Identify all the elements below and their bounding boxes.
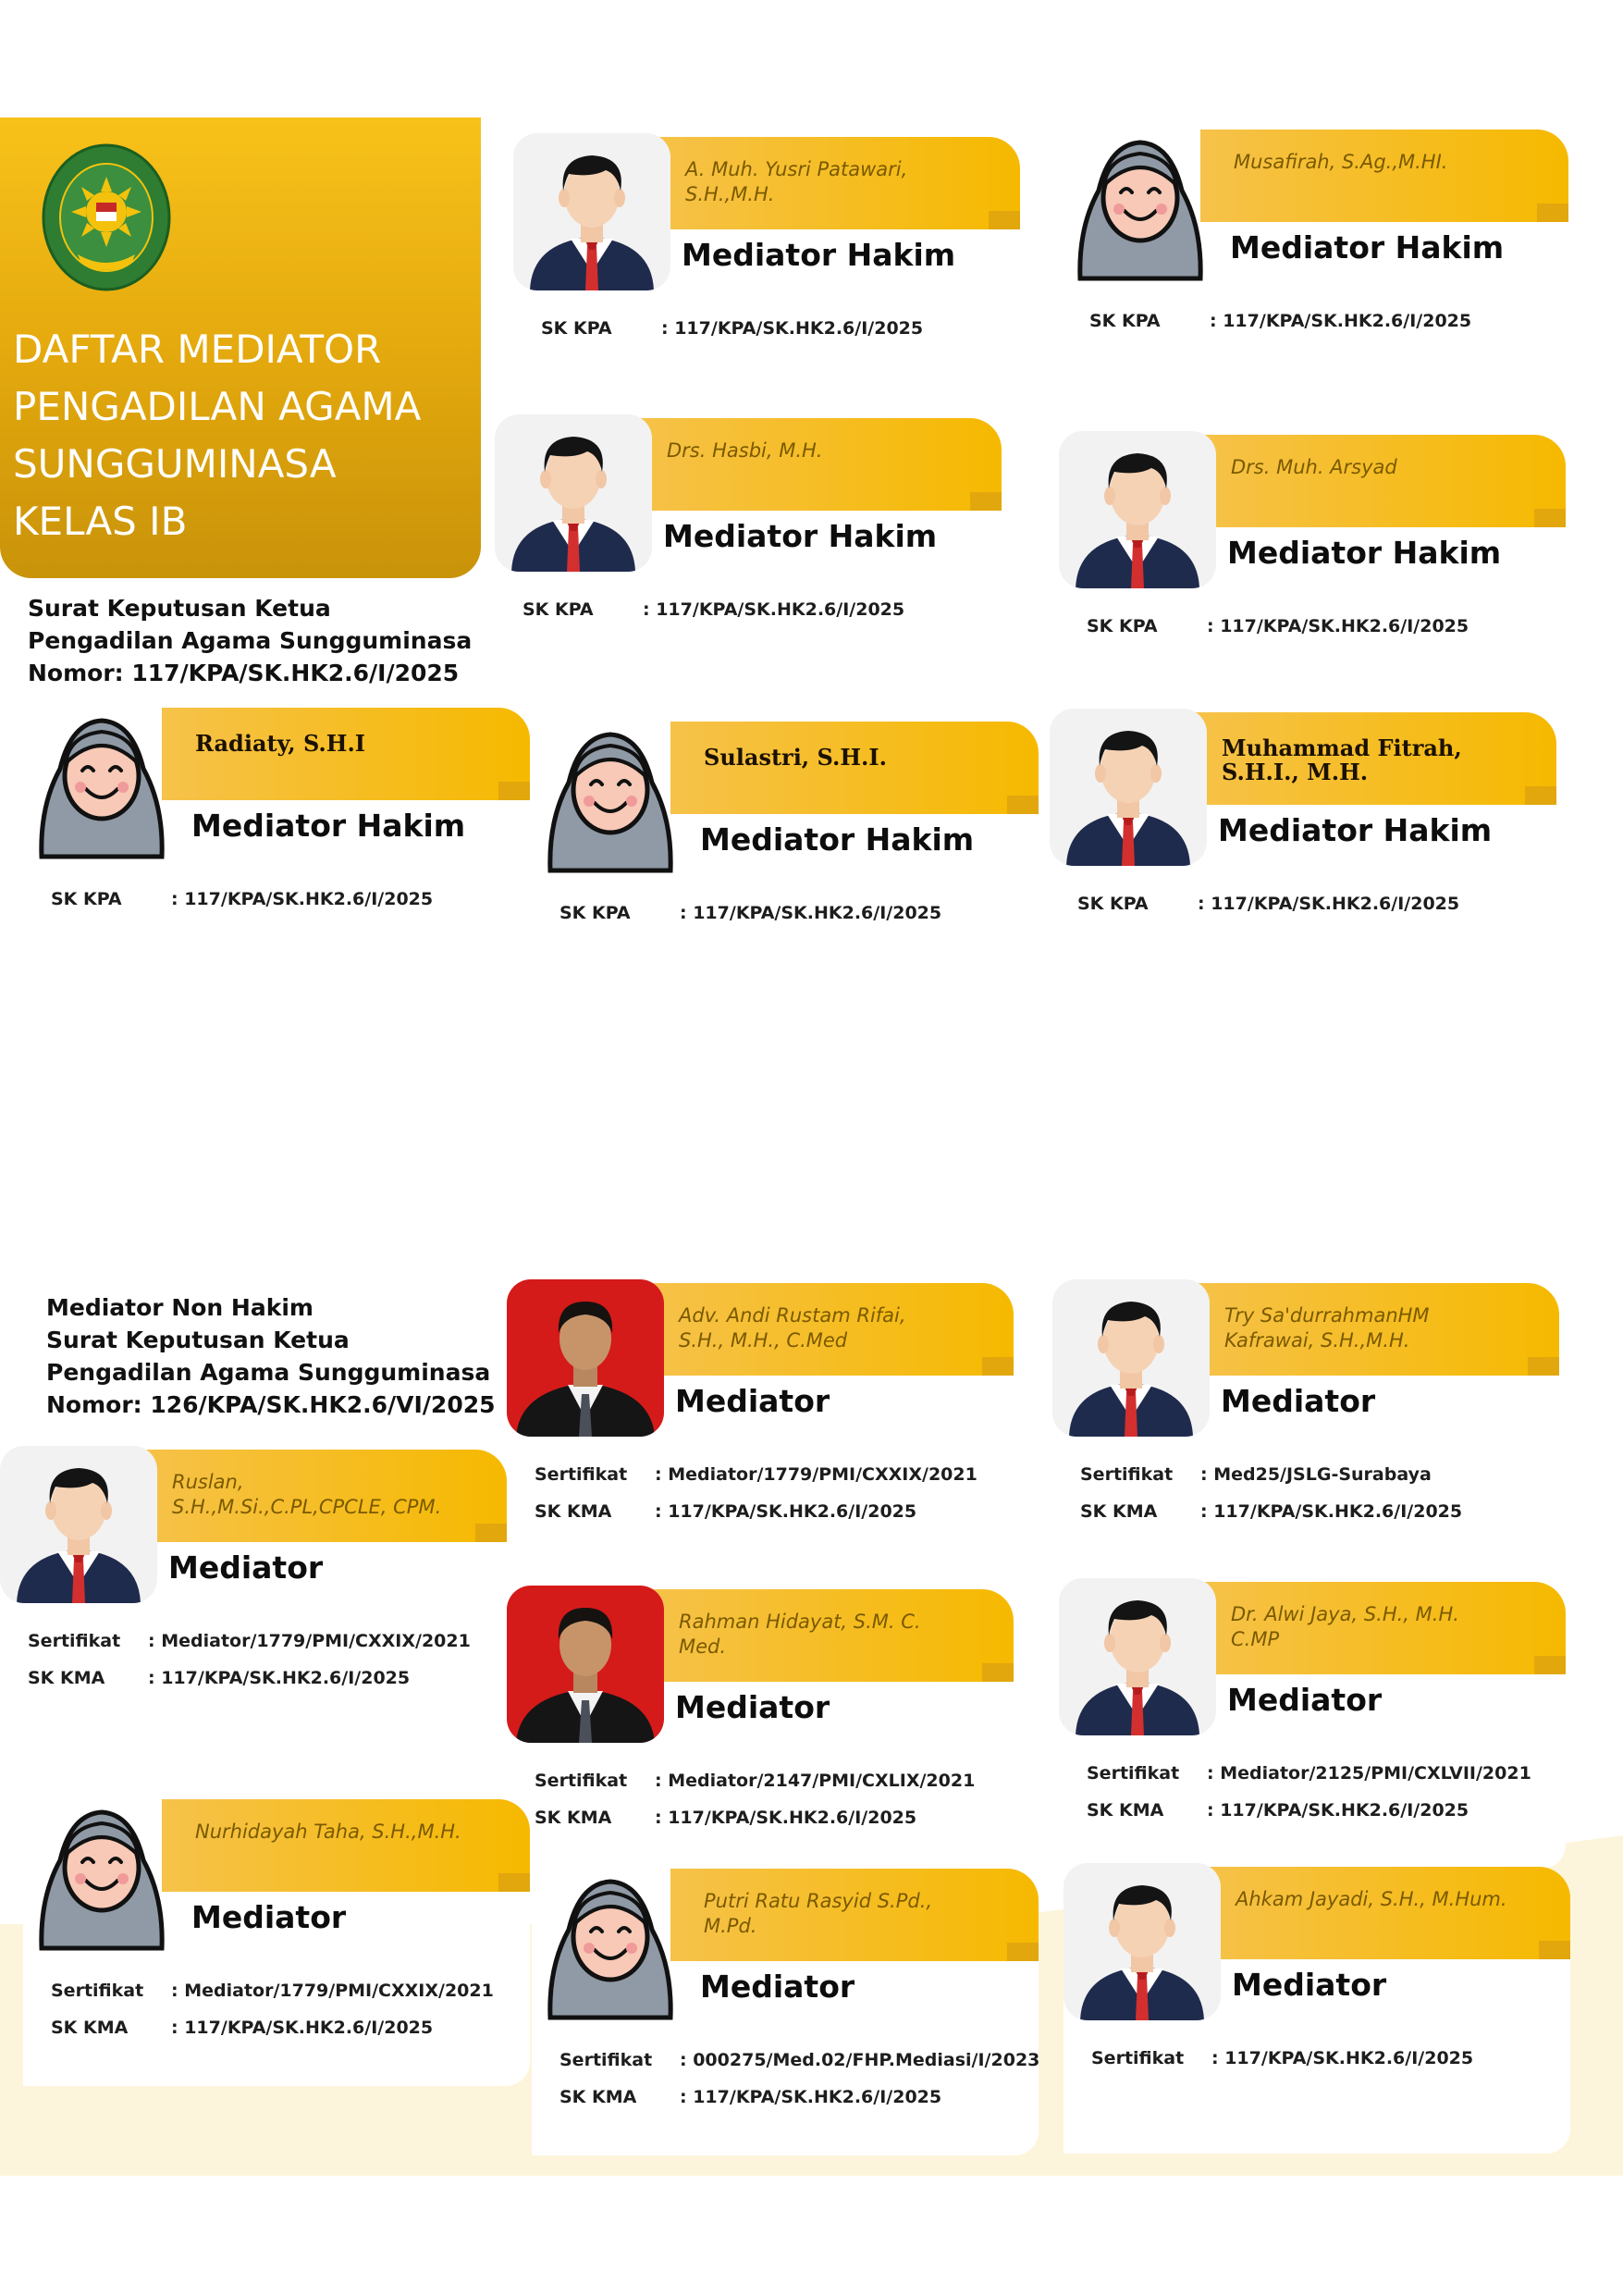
mediator-name: Adv. Andi Rustam Rifai, S.H., M.H., C.Med [679,1304,906,1352]
mediator-role: Mediator Hakim [1227,535,1502,571]
info-label: SK KMA [51,2018,129,2038]
info-label: SK KMA [28,1668,105,1688]
banner-tab [498,1873,530,1892]
info-value: : 117/KPA/SK.HK2.6/I/2025 [1207,616,1469,636]
title-line: DAFTAR MEDIATOR [13,327,382,372]
info-row [1077,894,1459,914]
info-label: Sertifikat [1080,1464,1174,1485]
info-value: : Mediator/1779/PMI/CXXIX/2021 [148,1631,471,1651]
info-value: : 117/KPA/SK.HK2.6/I/2025 [680,2087,942,2107]
mediator-name: Musafirah, S.Ag.,M.HI. [1234,151,1448,173]
male-avatar-icon [1064,1863,1221,2020]
decree-line: Nomor: 126/KPA/SK.HK2.6/VI/2025 [46,1391,496,1418]
name-banner [1202,1867,1570,1959]
decree-line: Pengadilan Agama Sungguminasa [28,627,473,654]
banner-tab [982,1663,1014,1682]
info-value: : 117/KPA/SK.HK2.6/I/2025 [655,1808,917,1828]
info-value: : 117/KPA/SK.HK2.6/I/2025 [655,1501,917,1522]
decree-line: Mediator Non Hakim [46,1294,314,1321]
info-label: SK KMA [1087,1800,1164,1821]
mediator-role: Mediator [168,1549,324,1586]
info-value: : Mediator/2147/PMI/CXLIX/2021 [655,1771,976,1791]
non-hakim-decree [46,1291,496,1421]
male-avatar-icon [495,414,652,572]
mediator-hakim-card [1050,712,1568,953]
name-banner [1200,130,1568,222]
male-avatar-icon [1050,709,1207,866]
decree-line: Nomor: 117/KPA/SK.HK2.6/I/2025 [28,660,460,686]
mediator-role: Mediator [700,1969,855,2005]
mediator-role: Mediator [1221,1383,1376,1419]
decree-line: Pengadilan Agama Sungguminasa [46,1359,491,1386]
banner-tab [1528,1357,1559,1376]
banner-tab [1007,1943,1039,1961]
info-label: Sertifikat [535,1464,628,1485]
banner-tab [989,211,1020,229]
name-banner [162,1799,530,1892]
info-label: SK KMA [1080,1501,1158,1522]
info-row [51,1981,494,2001]
female-hijab-avatar-icon [23,1796,180,1953]
mediator-role: Mediator Hakim [663,518,938,554]
info-value: : 117/KPA/SK.HK2.6/I/2025 [661,318,924,339]
mediator-name: Ruslan, S.H.,M.Si.,C.PL,CPCLE, CPM. [172,1471,442,1518]
info-row [523,599,904,620]
info-label: Sertifikat [1087,1763,1180,1784]
mediator-role: Mediator [675,1383,830,1419]
info-label: SK KMA [559,2087,637,2107]
info-label: Sertifikat [559,2050,653,2070]
mediator-card [1059,1582,1577,1869]
info-value: : 117/KPA/SK.HK2.6/I/2025 [1207,1800,1469,1821]
title-line: PENGADILAN AGAMA [13,384,422,429]
info-row [535,1464,977,1485]
info-label: Sertifikat [535,1771,628,1791]
info-label: Sertifikat [28,1631,121,1651]
court-emblem-icon [41,142,172,293]
person-photo [507,1586,664,1743]
info-value: : 117/KPA/SK.HK2.6/I/2025 [1198,894,1460,914]
mediator-card [507,1283,1025,1570]
info-row [535,1808,916,1828]
mediator-role: Mediator Hakim [700,821,975,858]
title-line: SUNGGUMINASA [13,441,337,487]
info-value: : Mediator/1779/PMI/CXXIX/2021 [655,1464,977,1485]
info-value: : Mediator/1779/PMI/CXXIX/2021 [171,1981,494,2001]
info-row [541,318,923,339]
info-row [559,2050,1039,2070]
info-value: : 000275/Med.02/FHP.Mediasi/I/2023 [680,2050,1040,2070]
info-value: : 117/KPA/SK.HK2.6/I/2025 [148,1668,411,1688]
name-banner [633,418,1002,511]
mediator-name: Rahman Hidayat, S.M. C. Med. [679,1611,921,1658]
mediator-name: Try Sa'durrahmanHM Kafrawai, S.H.,M.H. [1224,1304,1430,1352]
info-label: SK KMA [535,1808,612,1828]
info-label: Sertifikat [51,1981,144,2001]
mediator-hakim-card [23,708,541,948]
male-avatar-icon [513,133,670,290]
info-value: : 117/KPA/SK.HK2.6/I/2025 [171,889,434,909]
mediator-hakim-card [1059,435,1577,675]
info-value: : 117/KPA/SK.HK2.6/I/2025 [680,903,942,923]
banner-tab [1534,1656,1566,1674]
person-photo [507,1279,664,1437]
mediator-name: Sulastri, S.H.I. [704,744,887,771]
mediator-name: Dr. Alwi Jaya, S.H., M.H. C.MP [1231,1603,1459,1650]
info-label: SK KMA [535,1501,612,1522]
mediator-card [1052,1283,1570,1570]
banner-tab [1007,796,1039,814]
info-row [559,2087,941,2107]
decree-line: Surat Keputusan Ketua [28,595,331,622]
info-row [535,1501,916,1522]
info-value: : 117/KPA/SK.HK2.6/I/2025 [643,599,905,620]
hakim-decree [28,592,472,689]
name-banner [1198,435,1566,527]
info-label: SK KPA [51,889,122,909]
male-avatar-icon [1059,1578,1216,1735]
mediator-role: Mediator [675,1689,830,1725]
info-value: : Mediator/2125/PMI/CXLVII/2021 [1207,1763,1531,1784]
info-label: Sertifikat [1091,2048,1185,2068]
mediator-name: Ahkam Jayadi, S.H., M.Hum. [1236,1888,1507,1910]
mediator-role: Mediator Hakim [682,237,956,273]
page-title [13,321,475,550]
mediator-name: Radiaty, S.H.I [195,730,366,757]
mediator-card [23,1799,541,2086]
male-avatar-icon [1052,1279,1210,1437]
mediator-card [532,1869,1050,2155]
mediator-role: Mediator [1227,1682,1383,1718]
info-label: SK KPA [541,318,612,339]
banner-tab [1539,1941,1570,1959]
info-row [28,1668,410,1688]
info-row [1091,2048,1473,2068]
info-row [1080,1464,1432,1485]
mediator-name: Nurhidayah Taha, S.H.,M.H. [195,1821,461,1843]
info-row [51,2018,433,2038]
info-row [1087,1800,1469,1821]
info-label: SK KPA [1087,616,1158,636]
female-hijab-avatar-icon [1062,126,1219,283]
info-label: SK KPA [1077,894,1149,914]
female-hijab-avatar-icon [532,718,689,875]
banner-tab [475,1524,507,1542]
info-row [1087,1763,1531,1784]
decree-line: Surat Keputusan Ketua [46,1327,350,1353]
mediator-hakim-card [1062,130,1580,370]
info-label: SK KPA [523,599,594,620]
mediator-card [507,1589,1025,1876]
male-avatar-icon [1059,431,1216,588]
mediator-name: Drs. Muh. Arsyad [1231,456,1397,478]
mediator-name: A. Muh. Yusri Patawari, S.H.,M.H. [685,158,908,205]
info-value: : 117/KPA/SK.HK2.6/I/2025 [171,2018,434,2038]
banner-tab [1537,204,1568,222]
mediator-hakim-card [495,418,1013,659]
female-hijab-avatar-icon [23,704,180,861]
info-row [1080,1501,1462,1522]
info-row [535,1771,975,1791]
info-row [559,903,941,923]
mediator-card [0,1450,518,1736]
mediator-name: Drs. Hasbi, M.H. [667,439,823,462]
title-panel [0,117,481,578]
info-value: : Med25/JSLG-Surabaya [1200,1464,1432,1485]
banner-tab [970,492,1002,511]
banner-tab [1534,509,1566,527]
banner-tab [1525,786,1556,805]
mediator-card [1064,1867,1581,2154]
mediator-role: Mediator Hakim [1230,229,1505,265]
male-avatar-icon [0,1446,157,1603]
mediator-name: Muhammad Fitrah, S.H.I., M.H. [1222,734,1462,785]
info-label: SK KPA [1089,311,1161,331]
info-value: : 117/KPA/SK.HK2.6/I/2025 [1200,1501,1463,1522]
info-row [51,889,433,909]
mediator-role: Mediator [191,1899,347,1935]
info-value: : 117/KPA/SK.HK2.6/I/2025 [1211,2048,1474,2068]
female-hijab-avatar-icon [532,1865,689,2022]
mediator-role: Mediator Hakim [1218,812,1493,848]
mediator-role: Mediator [1232,1967,1387,2003]
mediator-hakim-card [532,722,1050,962]
info-label: SK KPA [559,903,631,923]
info-value: : 117/KPA/SK.HK2.6/I/2025 [1210,311,1472,331]
title-line: KELAS IB [13,499,188,544]
banner-tab [498,782,530,800]
info-row [1089,311,1471,331]
mediator-role: Mediator Hakim [191,808,466,844]
mediator-hakim-card [513,137,1031,377]
info-row [28,1631,471,1651]
info-row [1087,616,1469,636]
banner-tab [982,1357,1014,1376]
mediator-name: Putri Ratu Rasyid S.Pd., M.Pd. [704,1890,933,1937]
